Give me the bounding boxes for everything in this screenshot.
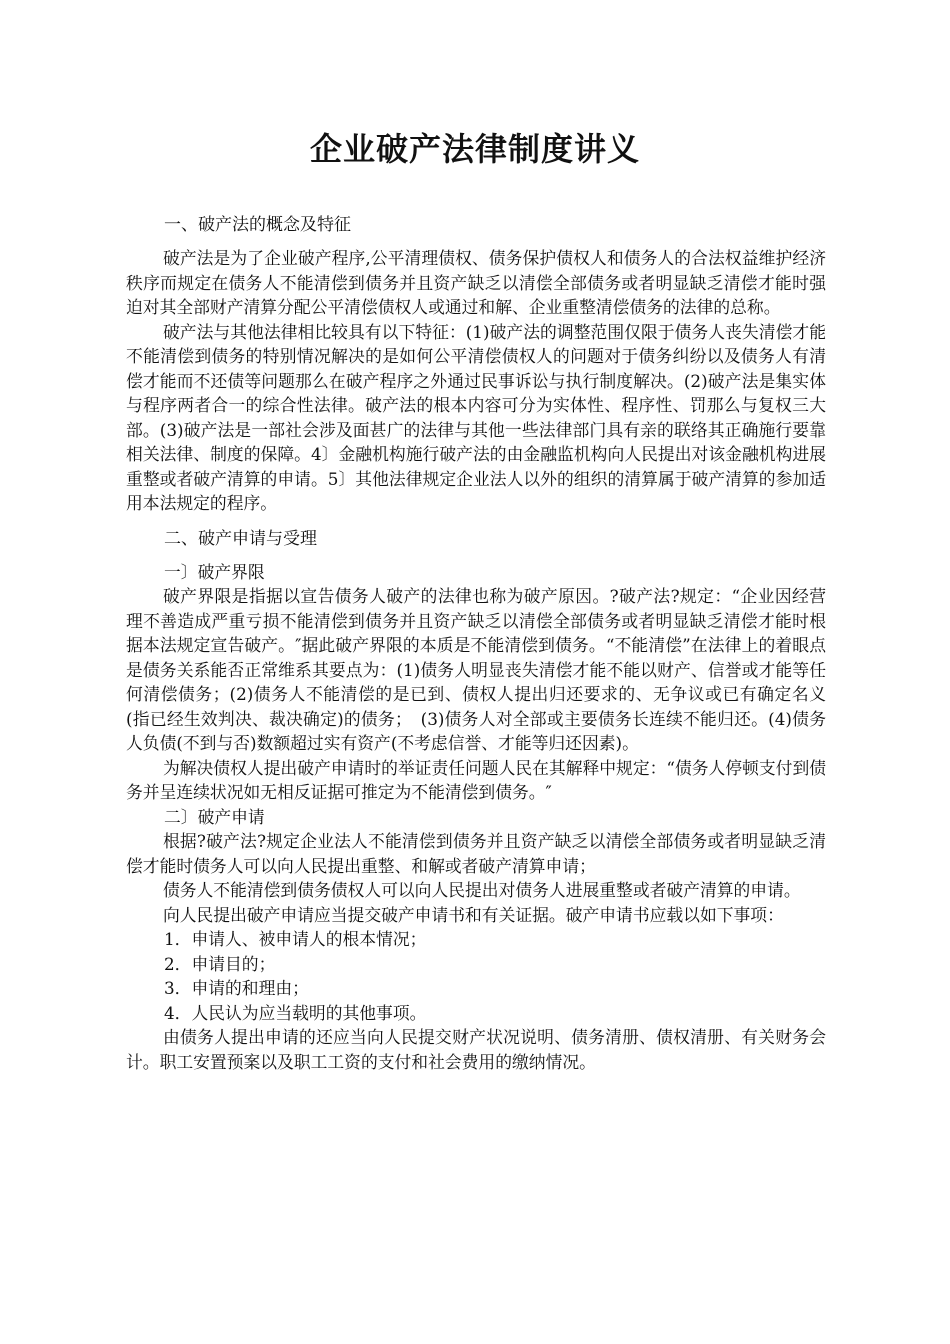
paragraph: 破产法与其他法律相比较具有以下特征：(1)破产法的调整范围仅限于债务人丧失清偿才能不能清偿到债务的特别情况解决的是如何公平清偿债权人的问题对于债务纠纷以及债务人有清偿才能而不还债等问题那么在破产程序之外通过民事诉讼与执行制度解决。(2)破产法是集实体与程序两者合一的综合性法律。破产法的根本内容可分为实体性、程序性、罚那么与复权三大部。(3)破产法是一部社会涉及面甚广的法律与其他一些法律部门具有亲的联络其正确施行要靠相关法律、制度的保障。4〕金融机构施行破产法的由金融监机构向人民提出对该金融机构进展重整或者破产清算的申请。5〕其他法律规定企业法人以外的组织的清算属于破产清算的参加适用本法规定的程序。 [126, 321, 826, 513]
paragraph: 向人民提出破产申请应当提交破产申请书和有关证据。破产申请书应载以如下事项： [162, 904, 784, 925]
section-heading-concept: 一、破产法的概念及特征 [164, 215, 351, 235]
subsection-heading-bankruptcy-application: 二〕破产申请 [164, 806, 265, 827]
document-body [126, 212, 826, 1074]
document-title: 企业破产法律制度讲义 [309, 130, 640, 168]
section-heading-application: 二、破产申请与受理 [164, 528, 317, 549]
list-item: 4．人民认为应当载明的其他事项。 [164, 1002, 427, 1023]
paragraph: 债务人不能清偿到债务债权人可以向人民提出对债务人进展重整或者破产清算的申请。 [162, 880, 801, 900]
list-item: 2．申请目的； [164, 953, 276, 974]
paragraph: 破产界限是指据以宣告债务人破产的法律也称为破产原因。?破产法?规定：“企业因经营理不善造成严重亏损不能清偿到债务并且资产缺乏以清偿全部债务或者明显缺乏清偿才能时根据本法规定宣告破产。″据此破产界限的本质是不能清偿到债务。“不能清偿”在法律上的着眼点是债务关系能否正常维系其要点为：(1)债务人明显丧失清偿才能不能以财产、信誉或才能等任何清偿债务；(2)债务人不能清偿的是已到、债权人提出归还要求的、无争议或已有确定名义(指已经生效判决、裁决确定)的债务； (3)债务人对全部或主要债务长连续不能归还。(4)债务人负债(不到与否)数额超过实有资产(不考虑信誉、才能等归还因素)。 [126, 586, 826, 753]
paragraph: 根据?破产法?规定企业法人不能清偿到债务并且资产缺乏以清偿全部债务或者明显缺乏清偿才能时债务人可以向人民提出重整、和解或者破产清算申请； [126, 831, 826, 876]
paragraph: 为解决债权人提出破产申请时的举证责任问题人民在其解释中规定：“债务人停顿支付到债务并呈连续状况如无相反证据可推定为不能清偿到债务。″ [126, 757, 827, 802]
list-item: 3．申请的和理由； [164, 978, 309, 998]
paragraph: 破产法是为了企业破产程序,公平清理债权、债务保护债权人和债务人的合法权益维护经济秩序而规定在债务人不能清偿到债务并且资产缺乏以清偿全部债务或者明显缺乏清偿才能时强迫对其全部财产清算分配公平清偿债权人或通过和解、企业重整清偿债务的法律的总称。 [126, 248, 826, 317]
paragraph: 由债务人提出申请的还应当向人民提交财产状况说明、债务清册、债权清册、有关财务会计。职工安置预案以及职工工资的支付和社会费用的缴纳情况。 [126, 1027, 826, 1072]
subsection-heading-bankruptcy-limit: 一〕破产界限 [164, 561, 265, 582]
list-item: 1．申请人、被申请人的根本情况； [164, 929, 427, 949]
